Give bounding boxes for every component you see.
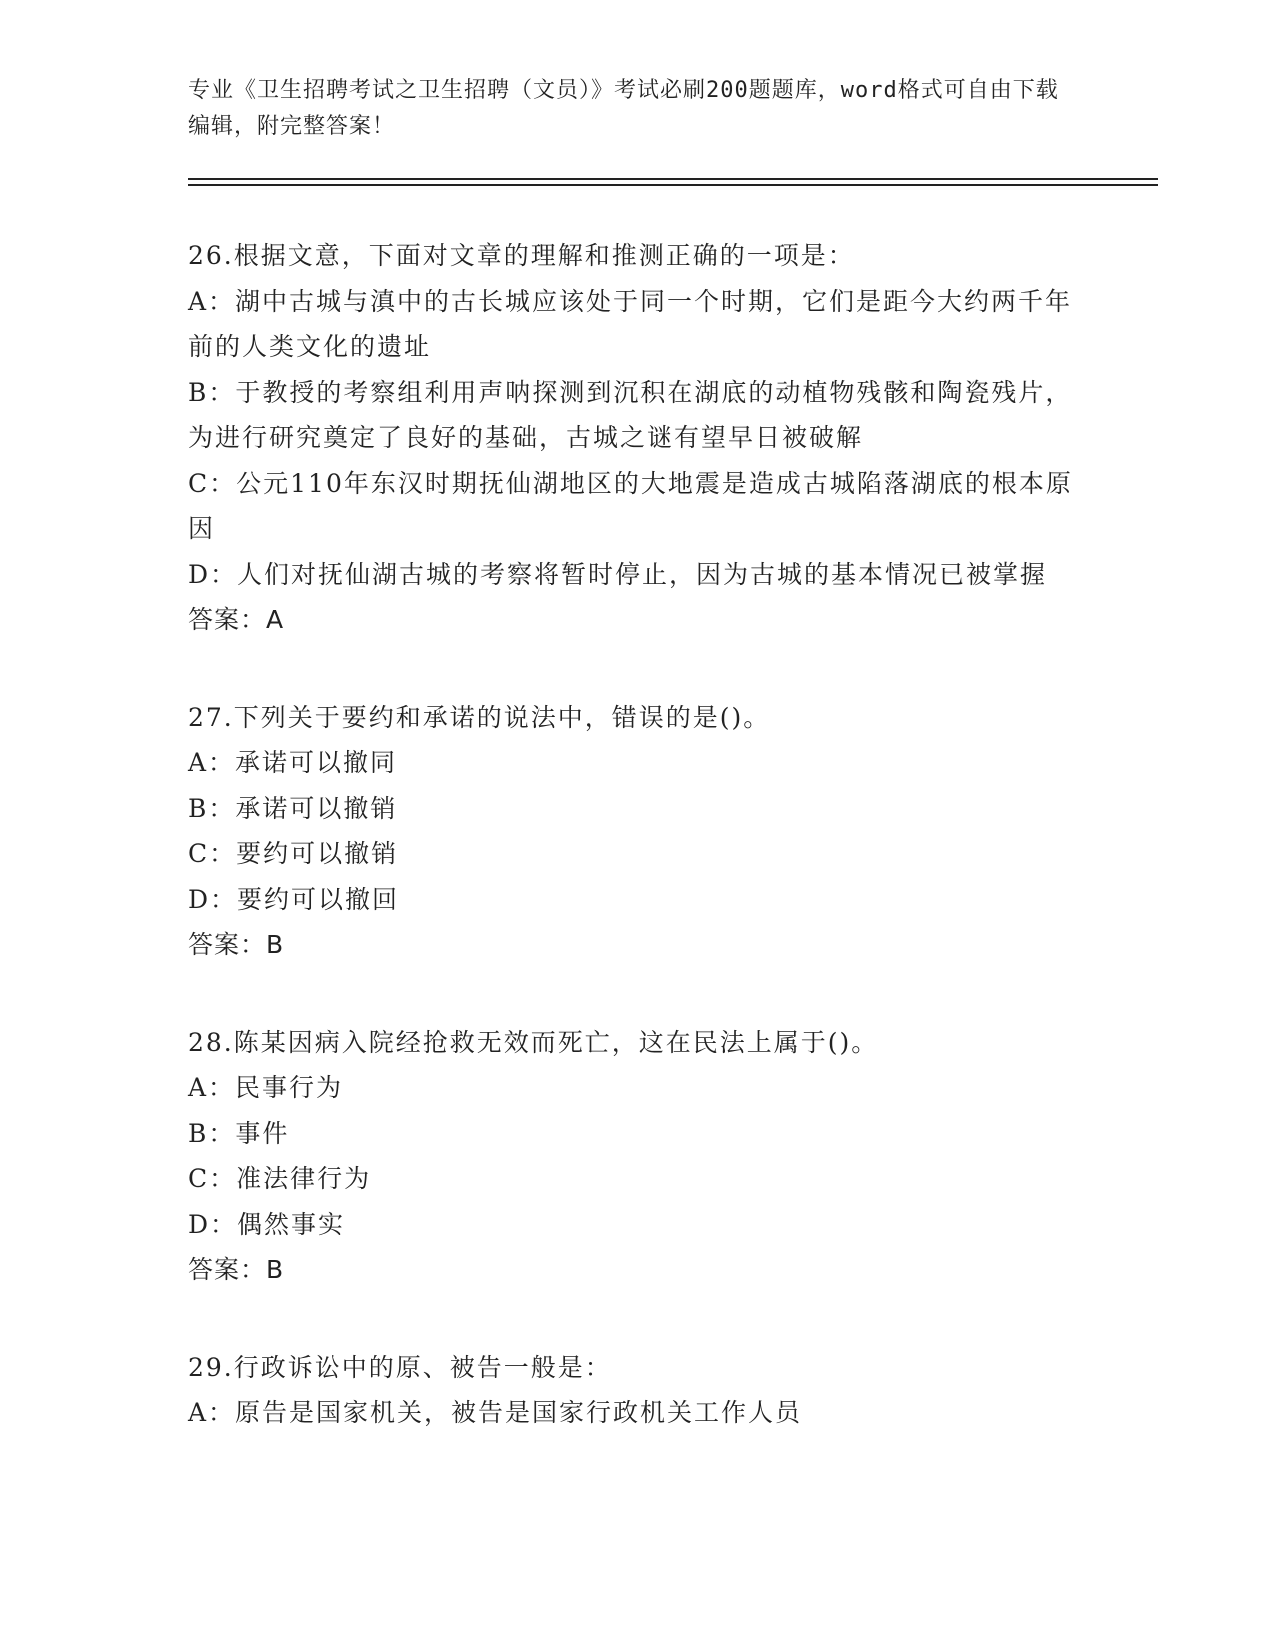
document-header: 专业《卫生招聘考试之卫生招聘（文员）》考试必刷200题题库，word格式可自由下载编辑，附完整答案！ [188, 78, 1059, 139]
question-28 [188, 1020, 1088, 1293]
header-divider-top [188, 178, 1158, 180]
option-d: D：人们对抚仙湖古城的考察将暂时停止，因为古城的基本情况已被掌握 [188, 559, 1048, 589]
option-d: D：偶然事实 [188, 1209, 346, 1239]
question-29 [188, 1345, 1088, 1436]
answer: 答案：B [188, 930, 285, 959]
question-stem: 26.根据文意，下面对文章的理解和推测正确的一项是： [188, 241, 855, 270]
answer: 答案：B [188, 1255, 285, 1284]
option-a: A：民事行为 [188, 1073, 344, 1102]
option-c: C：要约可以撤销 [188, 839, 399, 868]
option-c: C：公元110年东汉时期抚仙湖地区的大地震是造成古城陷落湖底的根本原因 [188, 468, 1073, 543]
question-26 [188, 233, 1088, 643]
question-list [188, 233, 1088, 1488]
option-c: C：准法律行为 [188, 1164, 372, 1193]
question-stem: 28.陈某因病入院经抢救无效而死亡，这在民法上属于()。 [188, 1027, 879, 1057]
question-stem: 27.下列关于要约和承诺的说法中，错误的是()。 [188, 702, 771, 732]
option-a: A：承诺可以撤同 [188, 748, 398, 777]
option-b: B：承诺可以撤销 [188, 793, 398, 823]
answer: 答案：A [188, 605, 285, 634]
question-stem: 29.行政诉讼中的原、被告一般是： [188, 1352, 612, 1382]
question-27 [188, 695, 1088, 968]
option-a: A：湖中古城与滇中的古长城应该处于同一个时期，它们是距今大约两千年前的人类文化的遗址 [188, 286, 1073, 361]
header-divider-bottom [188, 184, 1158, 186]
option-d: D：要约可以撤回 [188, 884, 400, 914]
option-b: B：事件 [188, 1118, 290, 1148]
option-a: A：原告是国家机关，被告是国家行政机关工作人员 [188, 1398, 803, 1427]
option-b: B：于教授的考察组利用声呐探测到沉积在湖底的动植物残骸和陶瓷残片，为进行研究奠定了良好的基础，古城之谜有望早日被破解 [188, 377, 1073, 452]
